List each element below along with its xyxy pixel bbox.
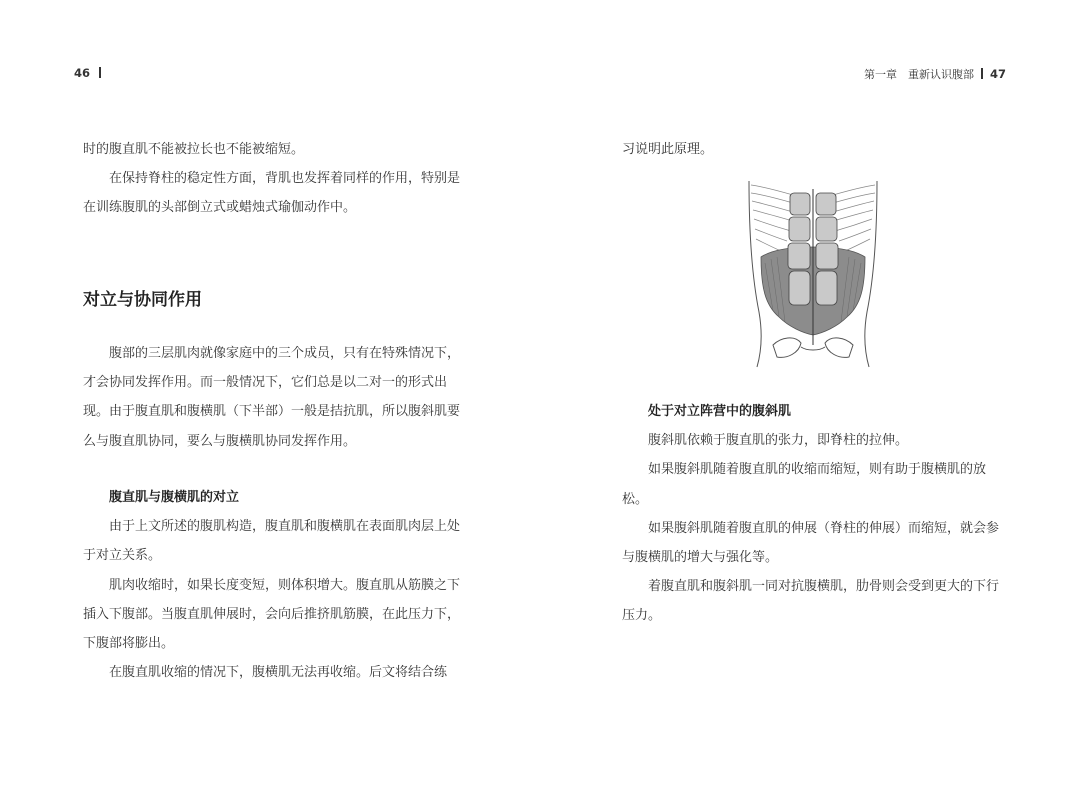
- right-text-top: [622, 135, 1002, 164]
- paragraph: 腹部的三层肌肉就像家庭中的三个成员，只有在特殊情况下，才会协同发挥作用。而一般情况下，它们总是以二对一的形式出现。由于腹直肌和腹横肌（下半部）一般是拮抗肌，所以腹斜肌要么与腹直肌协同，要么与腹横肌协同发挥作用。: [83, 346, 461, 449]
- section-title: 对立与协同作用: [83, 290, 202, 310]
- right-text-subsection: [622, 397, 1002, 631]
- header-divider: [99, 67, 101, 78]
- left-text-subsection: [83, 483, 461, 687]
- paragraph: 在腹直肌收缩的情况下，腹横肌无法再收缩。后文将结合练: [109, 665, 448, 681]
- subsection-title: 腹直肌与腹横肌的对立: [109, 490, 240, 505]
- paragraph: 由于上文所述的腹肌构造，腹直肌和腹横肌在表面肌肉层上处于对立关系。: [83, 519, 461, 564]
- paragraph: 如果腹斜肌随着腹直肌的伸展（脊柱的伸展）而缩短，就会参与腹横肌的增大与强化等。: [622, 520, 1000, 566]
- abdominal-muscles-illustration: [743, 177, 883, 369]
- paragraph: 肌肉收缩时，如果长度变短，则体积增大。腹直肌从筋膜之下插入下腹部。当腹直肌伸展时，会向后推挤肌筋膜，在此压力下，下腹部将膨出。: [83, 577, 461, 652]
- paragraph: 着腹直肌和腹斜肌一同对抗腹横肌，肋骨则会受到更大的下行压力。: [622, 579, 1000, 624]
- left-page-number: 46: [74, 66, 91, 80]
- paragraph: 在保持脊柱的稳定性方面，背肌也发挥着同样的作用，特别是在训练腹肌的头部倒立式或蜡烛式瑜伽动作中。: [83, 171, 461, 216]
- right-page-header: [864, 66, 1006, 82]
- header-divider: [981, 68, 983, 79]
- left-text-section: [83, 339, 461, 456]
- left-page-header: [74, 66, 108, 80]
- paragraph: 习说明此原理。: [622, 142, 714, 157]
- chapter-title: 第一章 重新认识腹部: [863, 68, 974, 81]
- abdominal-muscles-icon: [743, 177, 883, 369]
- paragraph: 如果腹斜肌随着腹直肌的收缩而缩短，则有助于腹横肌的放松。: [622, 462, 987, 507]
- right-page-number: 47: [989, 67, 1006, 81]
- paragraph: 腹斜肌依赖于腹直肌的张力，即脊柱的拉伸。: [648, 433, 909, 449]
- subsection-title: 处于对立阵营中的腹斜肌: [648, 404, 792, 419]
- left-text-top: [83, 135, 461, 223]
- paragraph: 时的腹直肌不能被拉长也不能被缩短。: [83, 142, 305, 157]
- right-page: [540, 0, 1080, 788]
